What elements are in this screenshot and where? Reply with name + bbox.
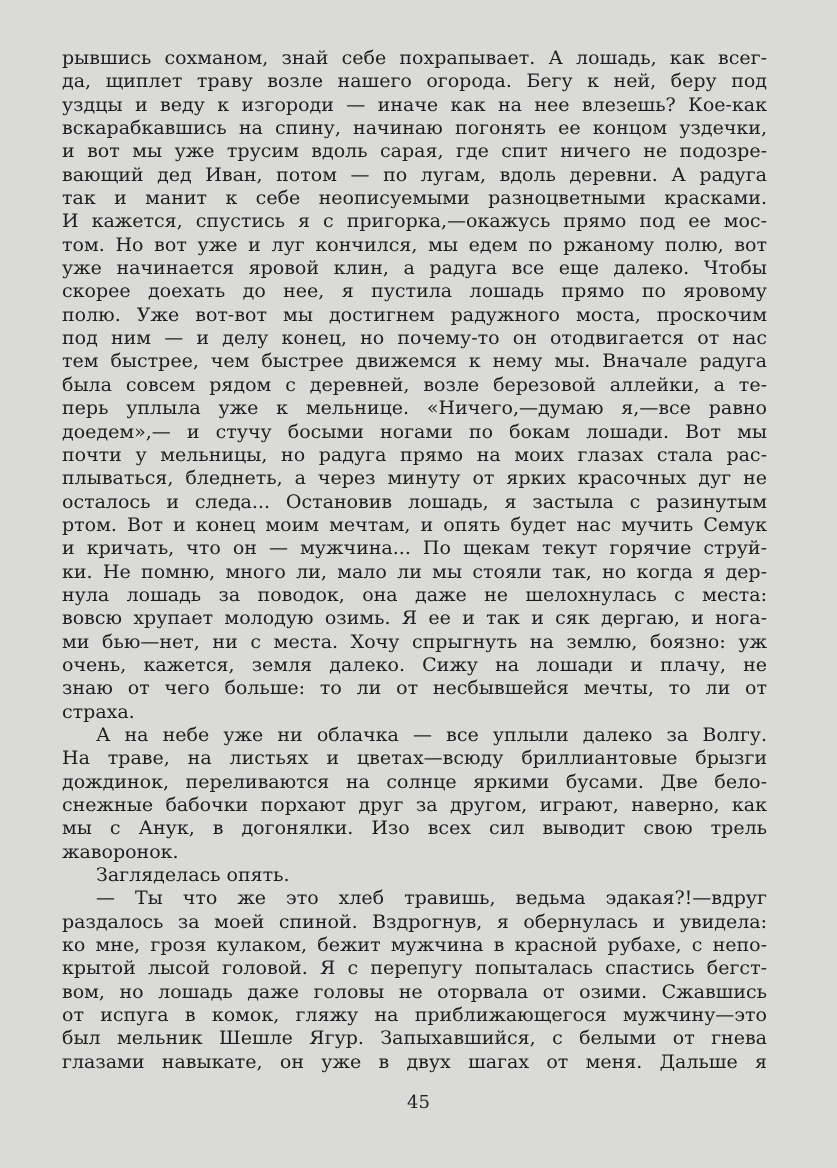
text-line: доедем»,— и стучу босыми ногами по бокам лошади. Вот мы xyxy=(62,420,767,443)
text-line: и вот мы уже трусим вдоль сарая, где спит ничего не подозре- xyxy=(62,140,767,163)
text-line: глазами навыкате, он уже в двух шагах от меня. Дальше я xyxy=(62,1050,767,1073)
text-line: ки. Не помню, много ли, мало ли мы стояли так, но когда я дер- xyxy=(62,560,767,583)
text-line: вом, но лошадь даже головы не оторвала от озими. Сжавшись xyxy=(62,980,767,1003)
text-line: тем быстрее, чем быстрее движемся к нему мы. Вначале радуга xyxy=(62,350,767,373)
text-line: вовсю хрупает молодую озимь. Я ее и так и сяк дергаю, и нога- xyxy=(62,607,767,630)
text-line: ртом. Вот и конец моим мечтам, и опять будет нас мучить Семук xyxy=(62,513,767,536)
text-line: страха. xyxy=(62,700,135,723)
text-line: ми бью—нет, ни с места. Хочу спрыгнуть на землю, боязно: уж xyxy=(62,630,767,653)
text-line: дождинок, переливаются на солнце яркими бусами. Две бело- xyxy=(62,770,767,793)
text-line: уже начинается яровой клин, а радуга все еще далеко. Чтобы xyxy=(62,257,767,280)
text-line: да, щиплет траву возле нашего огорода. Бегу к ней, беру под xyxy=(62,70,767,93)
page-body-text xyxy=(62,47,767,1074)
text-line: полю. Уже вот-вот мы достигнем радужного моста, проскочим xyxy=(62,303,767,326)
text-line: плываться, бледнеть, а через минуту от ярких красочных дуг не xyxy=(62,467,767,490)
text-line: мы с Анук, в догонялки. Изо всех сил выводит свою трель xyxy=(62,817,767,840)
text-line: осталось и следа... Остановив лошадь, я застыла с разинутым xyxy=(62,490,767,513)
text-line: очень, кажется, земля далеко. Сижу на лошади и плачу, не xyxy=(62,653,767,676)
text-line: — Ты что же это хлеб травишь, ведьма эдакая?!—вдруг xyxy=(96,887,767,910)
text-line: была совсем рядом с деревней, возле березовой аллейки, а те- xyxy=(62,373,767,396)
text-line: рывшись сохманом, знай себе похрапывает. А лошадь, как всег- xyxy=(62,47,767,69)
text-line: почти у мельницы, но радуга прямо на моих глазах стала рас- xyxy=(62,443,767,466)
text-line: А на небе уже ни облачка — все уплыли далеко за Волгу. xyxy=(96,723,767,746)
text-line: был мельник Шешле Ягур. Запыхавшийся, с белыми от гнева xyxy=(62,1027,767,1050)
text-line: уздцы и веду к изгороди — иначе как на нее влезешь? Кое-как xyxy=(62,93,767,116)
text-line: снежные бабочки порхают друг за другом, играют, наверно, как xyxy=(62,794,767,816)
text-line: и кричать, что он — мужчина... По щекам текут горячие струй- xyxy=(62,537,767,560)
text-line: раздалось за моей спиной. Вздрогнув, я обернулась и увидела: xyxy=(62,910,767,933)
text-line: вскарабкавшись на спину, начинаю погонять ее концом уздечки, xyxy=(62,117,767,140)
text-line: знаю от чего больше: то ли от несбывшейся мечты, то ли от xyxy=(62,677,767,700)
text-line: том. Но вот уже и луг кончился, мы едем по ржаному полю, вот xyxy=(62,233,767,256)
text-line: крытой лысой головой. Я с перепугу попыталась спастись бегст- xyxy=(62,957,767,980)
text-line: И кажется, спустись я с пригорка,—окажусь прямо под ее мос- xyxy=(62,210,767,233)
text-line: На траве, на листьях и цветах—всюду бриллиантовые брызги xyxy=(62,747,767,770)
text-line: жаворонок. xyxy=(62,840,179,863)
text-line: ко мне, грозя кулаком, бежит мужчина в красной рубахе, с непо- xyxy=(62,934,767,957)
text-line: Загляделась опять. xyxy=(96,864,290,887)
text-line: под ним — и делу конец, но почему-то он отодвигается от нас xyxy=(62,327,767,350)
text-line: от испуга в комок, гляжу на приближающегося мужчину—это xyxy=(62,1004,767,1027)
text-line: вающий дед Иван, потом — по лугам, вдоль деревни. А радуга xyxy=(62,163,767,186)
text-line: так и манит к себе неописуемыми разноцветными красками. xyxy=(62,187,767,210)
text-line: скорее доехать до нее, я пустила лошадь прямо по яровому xyxy=(62,280,767,303)
page-number: 45 xyxy=(407,1092,430,1113)
text-line: перь уплыла уже к мельнице. «Ничего,—думаю я,—все равно xyxy=(62,397,767,420)
text-line: нула лошадь за поводок, она даже не шелохнулась с места: xyxy=(62,583,767,606)
